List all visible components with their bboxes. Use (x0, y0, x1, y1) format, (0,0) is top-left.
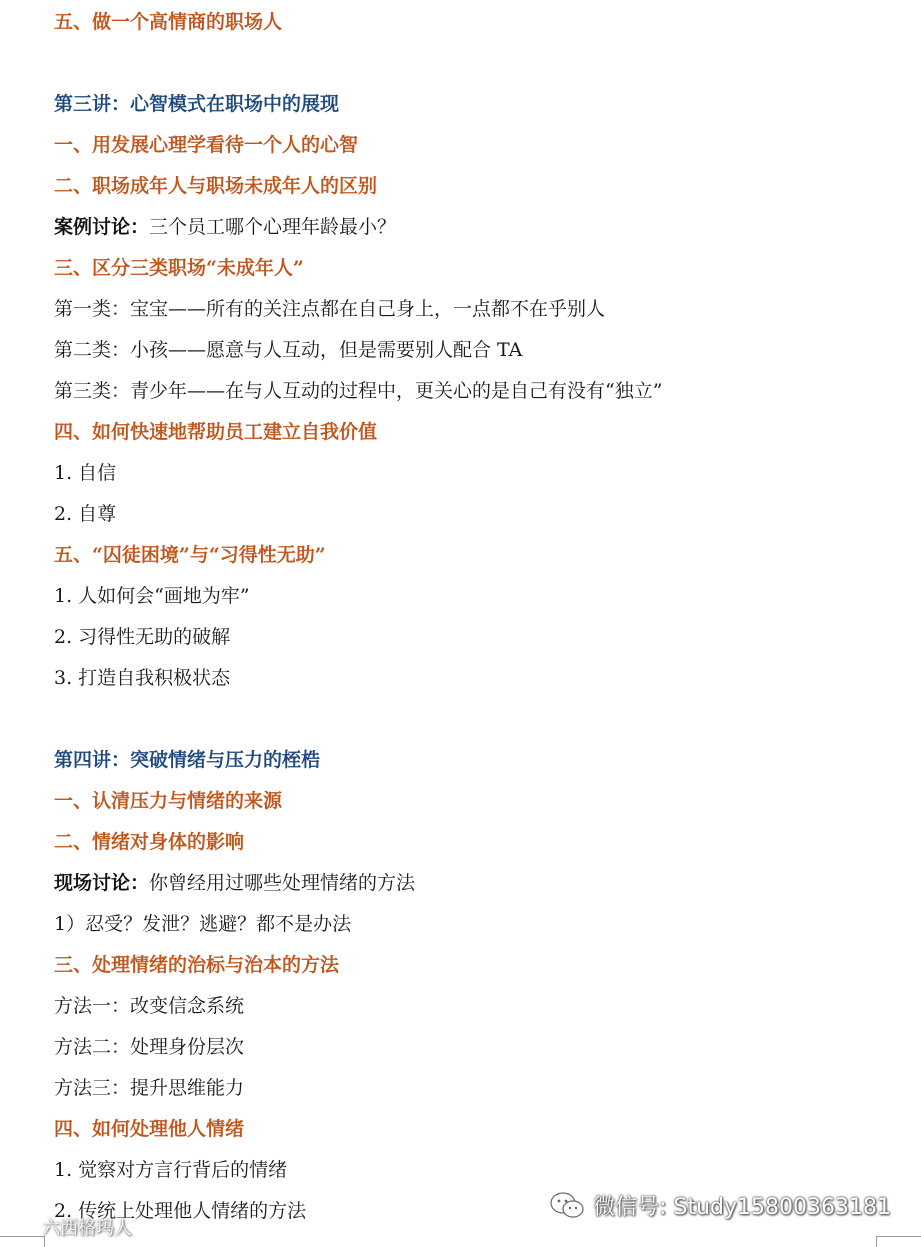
wechat-watermark (549, 1188, 891, 1222)
list-item (54, 501, 116, 527)
logo-icon (4, 1216, 38, 1238)
body-line (54, 296, 605, 322)
list-item-text: 3. 打造自我积极状态 (54, 667, 231, 689)
body-text: 1）忍受？发泄？逃避？都不是办法 (54, 913, 352, 935)
lecture-title (54, 91, 339, 117)
wechat-watermark-text: 微信号: Study15800363181 (593, 1194, 891, 1220)
heading-text: 四、如何处理他人情绪 (54, 1118, 245, 1140)
list-item-text: 1. 觉察对方言行背后的情绪 (54, 1159, 288, 1181)
heading-line (54, 419, 377, 445)
heading-text: 五、“囚徒困境”与“习得性无助” (54, 544, 326, 566)
body-line (54, 993, 244, 1019)
heading-text: 一、认清压力与情绪的来源 (54, 790, 283, 812)
page-corner-mark (876, 1236, 921, 1247)
heading-text: 二、情绪对身体的影响 (54, 831, 245, 853)
list-item (54, 624, 230, 650)
list-item-text: 2. 自尊 (54, 503, 117, 525)
body-line (54, 911, 351, 937)
list-item-text: 2. 习得性无助的破解 (54, 626, 231, 648)
heading-line (54, 952, 339, 978)
heading-line (54, 173, 377, 199)
discussion-label: 案例讨论： (54, 216, 150, 238)
heading-line (54, 1116, 244, 1142)
body-line (54, 378, 662, 404)
list-item-text: 2. 传统上处理他人情绪的方法 (54, 1200, 307, 1222)
body-line (54, 1075, 244, 1101)
heading-line (54, 788, 282, 814)
body-text: 第一类：宝宝——所有的关注点都在自己身上，一点都不在乎别人 (54, 298, 606, 320)
discussion-line (54, 214, 396, 240)
discussion-line (54, 870, 415, 896)
list-item (54, 460, 116, 486)
wechat-icon (549, 1191, 585, 1219)
body-text: 方法二：处理身份层次 (54, 1036, 245, 1058)
list-item-text: 1. 人如何会“画地为牢” (54, 585, 250, 607)
body-line (54, 1034, 244, 1060)
list-item-text: 1. 自信 (54, 462, 117, 484)
discussion-label: 现场讨论： (54, 872, 150, 894)
heading-line (54, 132, 358, 158)
discussion-text: 你曾经用过哪些处理情绪的方法 (149, 872, 416, 894)
heading-line (54, 255, 304, 281)
discussion-text: 三个员工哪个心理年龄最小？ (149, 216, 397, 238)
heading-text: 二、职场成年人与职场未成年人的区别 (54, 175, 378, 197)
list-item (54, 583, 250, 609)
heading-line (54, 542, 326, 568)
heading-text: 五、做一个高情商的职场人 (54, 11, 283, 33)
list-item (54, 1157, 287, 1183)
heading-line (54, 829, 244, 855)
body-text: 方法一：改变信念系统 (54, 995, 245, 1017)
brand-watermark-text: 六西格玛人 (42, 1218, 132, 1239)
body-text: 方法三：提升思维能力 (54, 1077, 245, 1099)
lecture-title (54, 747, 320, 773)
body-text: 第二类：小孩——愿意与人互动，但是需要别人配合 TA (54, 339, 523, 361)
page-corner-mark (0, 1236, 45, 1247)
lecture-title-text: 第四讲：突破情绪与压力的桎梏 (54, 749, 321, 771)
heading-line (54, 9, 282, 35)
list-item (54, 665, 230, 691)
heading-text: 三、处理情绪的治标与治本的方法 (54, 954, 340, 976)
body-text: 第三类：青少年——在与人互动的过程中，更关心的是自己有没有“独立” (54, 380, 663, 402)
lecture-title-text: 第三讲：心智模式在职场中的展现 (54, 93, 340, 115)
heading-text: 一、用发展心理学看待一个人的心智 (54, 134, 359, 156)
heading-text: 四、如何快速地帮助员工建立自我价值 (54, 421, 378, 443)
heading-text: 三、区分三类职场“未成年人” (54, 257, 304, 279)
body-line (54, 337, 522, 363)
